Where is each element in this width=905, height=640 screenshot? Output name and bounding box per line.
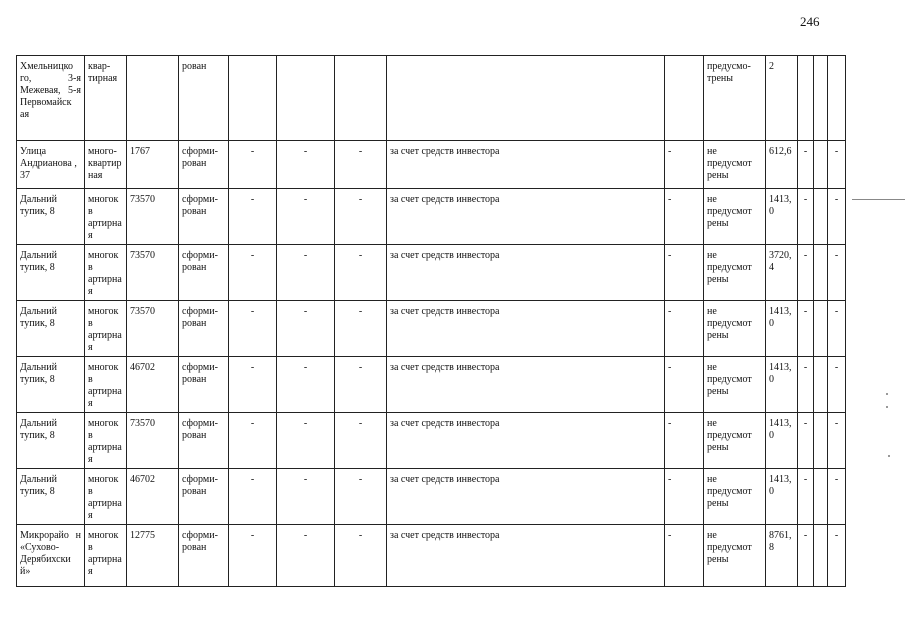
dash-cell: - (798, 357, 814, 413)
scan-artifact-line (852, 199, 905, 200)
dash-cell: - (798, 413, 814, 469)
provision-cell: не предусмот рены (704, 357, 766, 413)
address-cell: Дальний тупик, 8 (17, 245, 85, 301)
address-cell: Дальний тупик, 8 (17, 357, 85, 413)
area-cell: 73570 (127, 189, 179, 245)
table-row (17, 413, 846, 469)
dash-cell: - (277, 245, 335, 301)
provision-cell: не предусмот рены (704, 189, 766, 245)
empty-cell (814, 56, 828, 141)
dash-cell: - (828, 413, 846, 469)
empty-cell (814, 469, 828, 525)
funding-cell: за счет средств инвестора (387, 189, 665, 245)
dash-cell: - (229, 301, 277, 357)
status-cell: рован (179, 56, 229, 141)
value-cell: 1413, 0 (766, 469, 798, 525)
area-cell: 46702 (127, 469, 179, 525)
empty-cell (814, 301, 828, 357)
dash-cell: - (335, 245, 387, 301)
dash-cell: - (229, 357, 277, 413)
area-cell: 73570 (127, 245, 179, 301)
dash-cell: - (828, 189, 846, 245)
status-cell: сформи-рован (179, 413, 229, 469)
funding-cell: за счет средств инвестора (387, 245, 665, 301)
building-type-cell: многокв артирна я (85, 245, 127, 301)
address-cell: Микрорайо н «Сухово-Дерябихски й» (17, 525, 85, 587)
status-cell: сформи-рован (179, 245, 229, 301)
building-type-cell: многокв артирна я (85, 301, 127, 357)
building-type-cell: многокв артирна я (85, 413, 127, 469)
dash-cell: - (335, 301, 387, 357)
dash-cell: - (828, 469, 846, 525)
provision-cell: не предусмот рены (704, 469, 766, 525)
dash-cell: - (665, 413, 704, 469)
address-cell: Дальний тупик, 8 (17, 413, 85, 469)
dash-cell: - (828, 525, 846, 587)
dash-cell: - (335, 189, 387, 245)
dash-cell: - (798, 525, 814, 587)
dash-cell (229, 56, 277, 141)
address-cell: Дальний тупик, 8 (17, 469, 85, 525)
dash-cell (277, 56, 335, 141)
empty-cell (814, 189, 828, 245)
funding-cell: за счет средств инвестора (387, 141, 665, 189)
table-row (17, 245, 846, 301)
area-cell: 73570 (127, 413, 179, 469)
dash-cell: - (665, 301, 704, 357)
dash-cell: - (335, 413, 387, 469)
empty-cell (814, 141, 828, 189)
dash-cell: - (798, 189, 814, 245)
dash-cell: - (828, 141, 846, 189)
dash-cell: - (828, 357, 846, 413)
building-type-cell: многокв артирна я (85, 189, 127, 245)
dash-cell: - (665, 525, 704, 587)
dash-cell: - (229, 141, 277, 189)
table-row (17, 301, 846, 357)
land-plots-table (16, 55, 846, 587)
page-number: 246 (800, 14, 820, 29)
building-type-cell: квар-тирная (85, 56, 127, 141)
dash-cell: - (277, 525, 335, 587)
scan-artifact-dot (886, 406, 888, 408)
dash-cell (335, 56, 387, 141)
dash-cell (665, 56, 704, 141)
address-cell: Хмельницко го, 3-я Межевая, 5-я Первомайск ая (17, 56, 85, 141)
empty-cell (814, 357, 828, 413)
dash-cell: - (665, 469, 704, 525)
dash-cell (798, 56, 814, 141)
dash-cell: - (277, 189, 335, 245)
value-cell: 2 (766, 56, 798, 141)
table-row (17, 141, 846, 189)
dash-cell: - (335, 525, 387, 587)
status-cell: сформи-рован (179, 469, 229, 525)
provision-cell: не предусмот рены (704, 525, 766, 587)
provision-cell: не предусмот рены (704, 301, 766, 357)
value-cell: 3720, 4 (766, 245, 798, 301)
dash-cell: - (665, 245, 704, 301)
area-cell: 46702 (127, 357, 179, 413)
dash-cell: - (828, 245, 846, 301)
status-cell: сформи-рован (179, 189, 229, 245)
address-cell: Дальний тупик, 8 (17, 189, 85, 245)
dash-cell: - (229, 413, 277, 469)
empty-cell (814, 245, 828, 301)
table-body (17, 56, 846, 587)
table-row (17, 56, 846, 141)
dash-cell: - (229, 525, 277, 587)
area-cell: 1767 (127, 141, 179, 189)
dash-cell: - (828, 301, 846, 357)
scan-artifact-dot (888, 455, 890, 457)
value-cell: 612,6 (766, 141, 798, 189)
provision-cell: не предусмот рены (704, 141, 766, 189)
building-type-cell: многокв артирна я (85, 469, 127, 525)
scan-artifact-dot (886, 393, 888, 395)
dash-cell: - (277, 357, 335, 413)
provision-cell: не предусмот рены (704, 413, 766, 469)
area-cell (127, 56, 179, 141)
funding-cell: за счет средств инвестора (387, 357, 665, 413)
status-cell: сформи-рован (179, 141, 229, 189)
dash-cell: - (798, 245, 814, 301)
building-type-cell: многокв артирна я (85, 357, 127, 413)
table-row (17, 525, 846, 587)
empty-cell (814, 413, 828, 469)
value-cell: 1413, 0 (766, 189, 798, 245)
address-cell: Дальний тупик, 8 (17, 301, 85, 357)
building-type-cell: многокв артирна я (85, 525, 127, 587)
funding-cell: за счет средств инвестора (387, 413, 665, 469)
provision-cell: предусмо-трены (704, 56, 766, 141)
dash-cell: - (229, 189, 277, 245)
area-cell: 73570 (127, 301, 179, 357)
dash-cell: - (277, 469, 335, 525)
dash-cell: - (665, 141, 704, 189)
value-cell: 8761, 8 (766, 525, 798, 587)
table-row (17, 469, 846, 525)
value-cell: 1413, 0 (766, 357, 798, 413)
dash-cell: - (665, 189, 704, 245)
value-cell: 1413, 0 (766, 413, 798, 469)
dash-cell: - (229, 469, 277, 525)
funding-cell: за счет средств инвестора (387, 525, 665, 587)
provision-cell: не предусмот рены (704, 245, 766, 301)
funding-cell: за счет средств инвестора (387, 301, 665, 357)
dash-cell: - (277, 413, 335, 469)
dash-cell: - (665, 357, 704, 413)
dash-cell (828, 56, 846, 141)
status-cell: сформи-рован (179, 525, 229, 587)
dash-cell: - (335, 357, 387, 413)
value-cell: 1413, 0 (766, 301, 798, 357)
status-cell: сформи-рован (179, 301, 229, 357)
building-type-cell: много-квартир ная (85, 141, 127, 189)
area-cell: 12775 (127, 525, 179, 587)
dash-cell: - (335, 141, 387, 189)
dash-cell: - (798, 469, 814, 525)
address-cell: Улица Андрианова , 37 (17, 141, 85, 189)
table-row (17, 189, 846, 245)
funding-cell (387, 56, 665, 141)
table-row (17, 357, 846, 413)
dash-cell: - (335, 469, 387, 525)
dash-cell: - (277, 301, 335, 357)
dash-cell: - (798, 301, 814, 357)
status-cell: сформи-рован (179, 357, 229, 413)
funding-cell: за счет средств инвестора (387, 469, 665, 525)
dash-cell: - (229, 245, 277, 301)
empty-cell (814, 525, 828, 587)
dash-cell: - (798, 141, 814, 189)
dash-cell: - (277, 141, 335, 189)
